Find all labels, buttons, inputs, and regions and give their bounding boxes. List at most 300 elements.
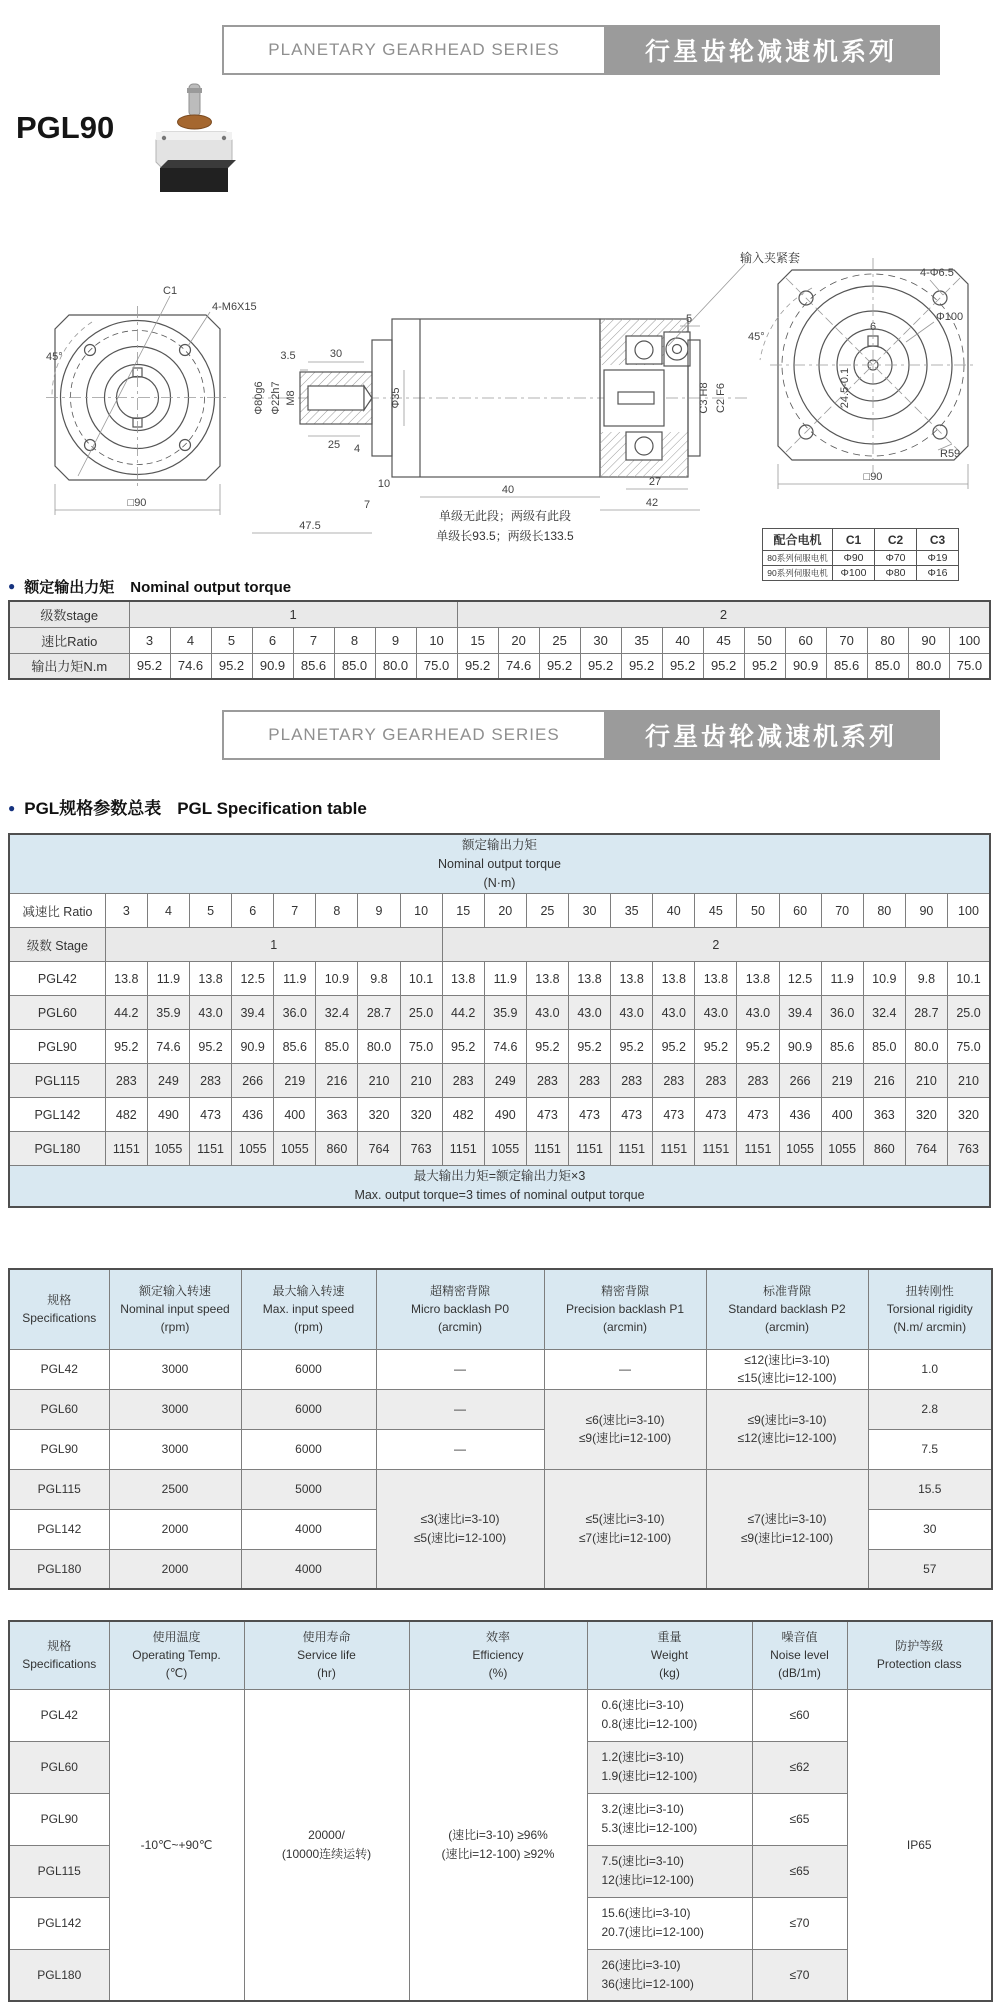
torque-value-cell: 10.1 <box>400 962 442 996</box>
cell-line: (hr) <box>317 1666 336 1681</box>
cell-line: ≤5(速比i=3-10) <box>585 1512 665 1527</box>
ratio-cell: 90 <box>908 627 949 653</box>
torque-value-cell: 210 <box>947 1064 990 1098</box>
column-header <box>706 1269 868 1349</box>
torque-value-cell: 13.8 <box>611 962 653 996</box>
ratio-cell: 30 <box>568 894 610 928</box>
torque-cell: 95.2 <box>621 653 662 679</box>
ratio-row <box>9 627 990 653</box>
column-header <box>847 1621 992 1689</box>
cell-line: (10000连续运转) <box>281 1846 372 1861</box>
torque-value-cell: 1151 <box>442 1132 484 1166</box>
motor-table-row <box>763 551 959 566</box>
backlash-cell: 3000 <box>109 1429 241 1469</box>
torque-value-cell: 1055 <box>147 1132 189 1166</box>
torque-value-cell: 216 <box>316 1064 358 1098</box>
cell-line: Noise level <box>770 1648 829 1663</box>
torque-value-cell: 249 <box>484 1064 526 1098</box>
torque-value-cell: 283 <box>190 1064 232 1098</box>
noise-cell: ≤70 <box>752 1949 847 2001</box>
model-cell: PGL115 <box>9 1469 109 1509</box>
dim-35: Φ35 <box>390 387 402 409</box>
ratio-cell: 5 <box>190 894 232 928</box>
ratio-cell: 7 <box>293 627 334 653</box>
torque-value-cell: 75.0 <box>947 1030 990 1064</box>
series-banner-en: PLANETARY GEARHEAD SERIES <box>268 725 560 744</box>
torque-cell: 95.2 <box>580 653 621 679</box>
dim-24-5: 24.5-0.1 <box>839 367 851 409</box>
model-row-PGL180 <box>9 1132 990 1166</box>
torque-cell: 85.0 <box>867 653 908 679</box>
spec-heading-en: PGL Specification table <box>177 799 367 818</box>
torque-value-cell: 473 <box>611 1098 653 1132</box>
torque-value-cell: 13.8 <box>568 962 610 996</box>
stage-row <box>9 601 990 627</box>
torque-value-cell: 283 <box>695 1064 737 1098</box>
cell-line: Micro backlash P0 <box>410 1302 510 1317</box>
column-header <box>109 1621 244 1689</box>
torque-value-cell: 436 <box>779 1098 821 1132</box>
noise-cell: ≤60 <box>752 1689 847 1741</box>
model-title: PGL90 <box>16 110 115 145</box>
ratio-cell: 50 <box>737 894 779 928</box>
torque-value-cell: 80.0 <box>905 1030 947 1064</box>
torque-cell: 75.0 <box>949 653 990 679</box>
torque-cell: 95.2 <box>703 653 744 679</box>
column-header <box>752 1621 847 1689</box>
torque-value-cell: 74.6 <box>484 1030 526 1064</box>
spec-footer-zh: 最大输出力矩=额定输出力矩×3 <box>413 1169 586 1184</box>
series-banner-zh: 行星齿轮减速机系列 <box>604 27 938 73</box>
cell-line: 20000/ <box>308 1827 345 1842</box>
backlash-cell: 6000 <box>241 1349 376 1389</box>
backlash-row-PGL42 <box>9 1349 992 1389</box>
cell-line: (℃) <box>165 1666 188 1681</box>
torque-value-cell: 1055 <box>779 1132 821 1166</box>
backlash-cell: 3000 <box>109 1389 241 1429</box>
dim-angle-rear: 45° <box>748 331 765 343</box>
torque-value-cell: 482 <box>105 1098 147 1132</box>
column-header <box>587 1621 752 1689</box>
note-stage-length: 单级长93.5；两级长133.5 <box>436 529 574 543</box>
torque-cell: 80.0 <box>908 653 949 679</box>
cell-line: 规格 <box>47 1639 72 1654</box>
motor-table-row <box>763 566 959 581</box>
backlash-cell: 7.5 <box>868 1429 992 1469</box>
dim-3-5: 3.5 <box>280 350 296 362</box>
torque-value-cell: 43.0 <box>695 996 737 1030</box>
torque-value-cell: 490 <box>147 1098 189 1132</box>
torque-value-cell: 90.9 <box>779 1030 821 1064</box>
backlash-row-PGL115 <box>9 1469 992 1509</box>
model-cell: PGL142 <box>9 1098 105 1132</box>
ratio-cell: 15 <box>442 894 484 928</box>
torque-label-cell: 输出力矩N.m <box>9 653 129 679</box>
stage-span-cell: 2 <box>457 601 990 627</box>
torque-value-cell: 90.9 <box>232 1030 274 1064</box>
spec-heading <box>8 794 367 819</box>
torque-value-cell: 43.0 <box>190 996 232 1030</box>
backlash-cell: 4000 <box>241 1549 376 1589</box>
backlash-cell: 30 <box>868 1509 992 1549</box>
backlash-cell: 5000 <box>241 1469 376 1509</box>
ratio-cell: 8 <box>334 627 375 653</box>
spec-title-en: Nominal output torque <box>438 856 561 871</box>
bullet-icon: ● <box>8 801 16 815</box>
torque-value-cell: 283 <box>105 1064 147 1098</box>
dim-42: 42 <box>645 497 659 509</box>
torque-value-cell: 95.2 <box>568 1030 610 1064</box>
stage-label-cell: 级数stage <box>9 601 129 627</box>
model-cell: PGL42 <box>9 1349 109 1389</box>
ratio-cell: 80 <box>867 627 908 653</box>
torque-cell: 80.0 <box>375 653 416 679</box>
gearhead-photo-graphic <box>148 82 240 194</box>
dim-r59: R59 <box>940 448 961 460</box>
ratio-cell: 35 <box>621 627 662 653</box>
cell-line: 精密背隙 <box>600 1284 649 1299</box>
torque-value-cell: 249 <box>147 1064 189 1098</box>
cell-line: 5.3(速比i=12-100) <box>601 1821 698 1835</box>
ratio-cell: 80 <box>863 894 905 928</box>
cell-line: 20.7(速比i=12-100) <box>601 1925 704 1939</box>
torque-value-cell: 25.0 <box>947 996 990 1030</box>
bullet-icon: ● <box>8 579 16 593</box>
torque-value-cell: 95.2 <box>737 1030 779 1064</box>
cell-line: ≤9(速比i=12-100) <box>578 1431 672 1446</box>
backlash-cell: — <box>376 1389 544 1429</box>
torque-value-cell: 283 <box>568 1064 610 1098</box>
backlash-row-PGL60 <box>9 1389 992 1429</box>
ratio-label-cell: 速比Ratio <box>9 627 129 653</box>
torque-value-cell: 11.9 <box>821 962 863 996</box>
cell-line: 扭转刚性 <box>905 1284 954 1299</box>
torque-value-cell: 482 <box>442 1098 484 1132</box>
ratio-cell: 45 <box>703 627 744 653</box>
torque-row <box>9 653 990 679</box>
flange-top <box>156 132 232 140</box>
torque-value-cell: 473 <box>695 1098 737 1132</box>
ratio-cell: 60 <box>779 894 821 928</box>
ratio-cell: 3 <box>105 894 147 928</box>
backlash-cell: 2.8 <box>868 1389 992 1429</box>
cell-line: 标准背隙 <box>762 1284 811 1299</box>
backlash-cell: 4000 <box>241 1509 376 1549</box>
ratio-cell: 20 <box>484 894 526 928</box>
model-cell: PGL142 <box>9 1509 109 1549</box>
cell-line: (%) <box>488 1666 508 1681</box>
column-header <box>241 1269 376 1349</box>
environment-row-PGL42 <box>9 1689 992 1741</box>
stage-label-cell: 级数 Stage <box>9 928 105 962</box>
spec-title-row <box>9 834 990 894</box>
backlash-cell: — <box>376 1349 544 1389</box>
torque-value-cell: 95.2 <box>695 1030 737 1064</box>
torque-value-cell: 13.8 <box>695 962 737 996</box>
torque-value-cell: 35.9 <box>484 996 526 1030</box>
cell-line: (rpm) <box>160 1320 190 1335</box>
cell-line: ≤9(速比i=3-10) <box>747 1412 827 1427</box>
environment-header-row <box>9 1621 992 1689</box>
torque-value-cell: 36.0 <box>821 996 863 1030</box>
cell-line: (速比i=12-100) ≥92% <box>441 1846 555 1861</box>
torque-cell: 95.2 <box>539 653 580 679</box>
torque-value-cell: 39.4 <box>779 996 821 1030</box>
ratio-cell: 40 <box>653 894 695 928</box>
motor-block <box>160 168 228 192</box>
dim-22h7: Φ22h7 <box>270 381 282 415</box>
table-cell: 80系列伺服电机 <box>763 551 833 566</box>
model-cell: PGL90 <box>9 1793 109 1845</box>
torque-value-cell: 74.6 <box>147 1030 189 1064</box>
cell-line: 12(速比i=12-100) <box>601 1873 694 1887</box>
cell-line: 0.6(速比i=3-10) <box>601 1697 684 1712</box>
cell-line: 1.2(速比i=3-10) <box>601 1749 684 1764</box>
model-cell: PGL42 <box>9 962 105 996</box>
torque-cell: 95.2 <box>662 653 703 679</box>
cell-line: ≤7(速比i=3-10) <box>747 1512 827 1527</box>
cell-line: Precision backlash P1 <box>565 1302 685 1317</box>
cell-line: 最大输入转速 <box>272 1284 345 1299</box>
stage-span-cell: 2 <box>442 928 990 962</box>
table-cell: 90系列伺服电机 <box>763 566 833 581</box>
cell-line: 重量 <box>657 1630 682 1645</box>
table-cell: Φ16 <box>917 566 959 581</box>
product-photo <box>148 82 240 199</box>
ratio-cell: 70 <box>821 894 863 928</box>
cell-line: 36(速比i=12-100) <box>601 1976 694 1991</box>
cell-line: Weight <box>650 1648 689 1663</box>
torque-value-cell: 39.4 <box>232 996 274 1030</box>
torque-cell: 90.9 <box>252 653 293 679</box>
torque-value-cell: 32.4 <box>316 996 358 1030</box>
torque-cell: 85.6 <box>293 653 334 679</box>
torque-value-cell: 10.9 <box>316 962 358 996</box>
weight-cell <box>587 1949 752 2001</box>
dim-27: 27 <box>648 476 662 488</box>
motor-block-top <box>160 160 236 168</box>
note-stage-segment: 单级无此段；两级有此段 <box>438 509 572 523</box>
ratio-cell: 20 <box>498 627 539 653</box>
ratio-cell: 100 <box>949 627 990 653</box>
cell-line: 使用温度 <box>152 1630 201 1645</box>
backlash-cell: 6000 <box>241 1389 376 1429</box>
torque-value-cell: 11.9 <box>147 962 189 996</box>
torque-value-cell: 320 <box>358 1098 400 1132</box>
torque-cell: 85.0 <box>334 653 375 679</box>
torque-value-cell: 219 <box>821 1064 863 1098</box>
torque-value-cell: 1055 <box>274 1132 316 1166</box>
dim-25: 25 <box>327 439 341 451</box>
torque-value-cell: 283 <box>442 1064 484 1098</box>
cell-line: 0.8(速比i=12-100) <box>601 1717 698 1731</box>
dim-6: 6 <box>869 321 877 333</box>
cell-line: 超精密背隙 <box>429 1284 490 1299</box>
torque-value-cell: 763 <box>947 1132 990 1166</box>
dim-bolt-rear: 4-Φ6.5 <box>920 267 954 279</box>
torque-value-cell: 13.8 <box>190 962 232 996</box>
torque-value-cell: 13.8 <box>442 962 484 996</box>
torque-value-cell: 266 <box>779 1064 821 1098</box>
column-header <box>868 1269 992 1349</box>
cell-line: ≤12(速比i=12-100) <box>737 1431 837 1446</box>
series-banner-bottom <box>222 710 940 760</box>
cell-line: Max. input speed <box>262 1302 355 1317</box>
noise-cell: ≤70 <box>752 1897 847 1949</box>
torque-value-cell: 473 <box>737 1098 779 1132</box>
torque-value-cell: 32.4 <box>863 996 905 1030</box>
spec-footer-row <box>9 1166 990 1207</box>
ratio-cell: 40 <box>662 627 703 653</box>
table-cell: Φ90 <box>833 551 875 566</box>
torque-value-cell: 490 <box>484 1098 526 1132</box>
ratio-cell: 60 <box>785 627 826 653</box>
backlash-cell <box>706 1469 868 1589</box>
torque-heading-zh: 额定输出力矩 <box>24 579 115 596</box>
bronze-ring <box>178 115 212 129</box>
torque-value-cell: 43.0 <box>653 996 695 1030</box>
cell-line: ≤6(速比i=3-10) <box>585 1412 665 1427</box>
cell-line: 3.2(速比i=3-10) <box>601 1801 684 1816</box>
torque-cell: 95.2 <box>457 653 498 679</box>
backlash-cell: 15.5 <box>868 1469 992 1509</box>
operating-temp-cell: -10℃~+90℃ <box>109 1689 244 2001</box>
model-cell: PGL90 <box>9 1429 109 1469</box>
ratio-cell: 8 <box>316 894 358 928</box>
cell-line: (arcmin) <box>765 1320 809 1335</box>
backlash-cell <box>706 1349 868 1389</box>
series-banner-en: PLANETARY GEARHEAD SERIES <box>268 40 560 59</box>
cell-line: 1.9(速比i=12-100) <box>601 1769 698 1783</box>
torque-value-cell: 11.9 <box>274 962 316 996</box>
ratio-cell: 35 <box>611 894 653 928</box>
torque-value-cell: 43.0 <box>568 996 610 1030</box>
torque-value-cell: 363 <box>863 1098 905 1132</box>
motor-table-header-row <box>763 529 959 551</box>
cell-line: (dB/1m) <box>778 1666 821 1681</box>
torque-value-cell: 1151 <box>190 1132 232 1166</box>
torque-value-cell: 1055 <box>484 1132 526 1166</box>
ratio-cell: 30 <box>580 627 621 653</box>
cell-line: 效率 <box>485 1630 510 1645</box>
cell-line: 额定输入转速 <box>138 1284 211 1299</box>
torque-value-cell: 9.8 <box>905 962 947 996</box>
cell-line: ≤15(速比i=12-100) <box>737 1371 837 1386</box>
front-view <box>46 296 229 515</box>
spec-title-cell <box>9 834 990 894</box>
cell-line: (arcmin) <box>438 1320 482 1335</box>
column-header <box>409 1621 587 1689</box>
torque-value-cell: 43.0 <box>526 996 568 1030</box>
motor-column-header: 配合电机 <box>763 529 833 551</box>
torque-value-cell: 1055 <box>821 1132 863 1166</box>
weight-cell <box>587 1793 752 1845</box>
torque-value-cell: 11.9 <box>484 962 526 996</box>
torque-value-cell: 473 <box>190 1098 232 1132</box>
torque-value-cell: 1151 <box>526 1132 568 1166</box>
torque-heading-en: Nominal output torque <box>130 579 292 596</box>
model-cell: PGL42 <box>9 1689 109 1741</box>
torque-value-cell: 1151 <box>695 1132 737 1166</box>
spec-footer-en: Max. output torque=3 times of nominal output torque <box>354 1188 645 1202</box>
torque-value-cell: 43.0 <box>737 996 779 1030</box>
model-row-PGL142 <box>9 1098 990 1132</box>
ratio-cell: 25 <box>539 627 580 653</box>
torque-value-cell: 283 <box>737 1064 779 1098</box>
cell-line: Standard backlash P2 <box>728 1302 846 1317</box>
spec-footer-cell <box>9 1166 990 1207</box>
ratio-cell: 6 <box>252 627 293 653</box>
motor-fit-table <box>762 528 959 581</box>
noise-cell: ≤65 <box>752 1793 847 1845</box>
model-cell: PGL60 <box>9 1389 109 1429</box>
torque-value-cell: 95.2 <box>190 1030 232 1064</box>
nominal-output-torque-table <box>8 600 991 680</box>
cell-line: ≤9(速比i=12-100) <box>740 1530 834 1545</box>
torque-value-cell: 95.2 <box>105 1030 147 1064</box>
model-row-PGL90 <box>9 1030 990 1064</box>
model-cell: PGL115 <box>9 1845 109 1897</box>
torque-cell: 75.0 <box>416 653 457 679</box>
torque-value-cell: 36.0 <box>274 996 316 1030</box>
torque-value-cell: 216 <box>863 1064 905 1098</box>
torque-cell: 74.6 <box>498 653 539 679</box>
cell-line: Specifications <box>22 1657 97 1672</box>
flange-screw <box>222 136 226 140</box>
label-input-clamp: 输入夹紧套 <box>739 251 801 265</box>
environment-table <box>8 1620 993 2002</box>
torque-cell: 74.6 <box>170 653 211 679</box>
series-banner-top <box>222 25 940 75</box>
column-header <box>544 1269 706 1349</box>
torque-value-cell: 85.6 <box>274 1030 316 1064</box>
backlash-cell <box>376 1469 544 1589</box>
torque-value-cell: 28.7 <box>905 996 947 1030</box>
dim-5: 5 <box>685 313 693 325</box>
protection-class-cell: IP65 <box>847 1689 992 2001</box>
torque-value-cell: 400 <box>274 1098 316 1132</box>
flange-screw <box>162 136 166 140</box>
shaft-step <box>187 88 202 93</box>
torque-cell: 95.2 <box>129 653 170 679</box>
column-header <box>9 1621 109 1689</box>
cell-line: 7.5(速比i=3-10) <box>601 1853 684 1868</box>
torque-value-cell: 860 <box>863 1132 905 1166</box>
torque-value-cell: 1151 <box>105 1132 147 1166</box>
dim-bolt-front: 4-M6X15 <box>212 301 257 313</box>
ratio-cell: 10 <box>416 627 457 653</box>
ratio-cell: 9 <box>375 627 416 653</box>
torque-value-cell: 320 <box>905 1098 947 1132</box>
torque-value-cell: 35.9 <box>147 996 189 1030</box>
torque-value-cell: 10.9 <box>863 962 905 996</box>
series-banner-zh: 行星齿轮减速机系列 <box>604 712 938 758</box>
ratio-cell: 15 <box>457 627 498 653</box>
cell-line: Service life <box>297 1648 356 1663</box>
torque-value-cell: 25.0 <box>400 996 442 1030</box>
torque-cell: 95.2 <box>211 653 252 679</box>
noise-cell: ≤62 <box>752 1741 847 1793</box>
dim-80g6: Φ80g6 <box>253 381 265 415</box>
dim-7: 7 <box>363 499 371 511</box>
dim-100: Φ100 <box>936 311 964 323</box>
dim-47-5: 47.5 <box>299 520 321 532</box>
torque-value-cell: 10.1 <box>947 962 990 996</box>
cell-line: Protection class <box>876 1657 962 1672</box>
dim-angle-front: 45° <box>46 351 63 363</box>
torque-value-cell: 43.0 <box>611 996 653 1030</box>
backlash-header-row <box>9 1269 992 1349</box>
